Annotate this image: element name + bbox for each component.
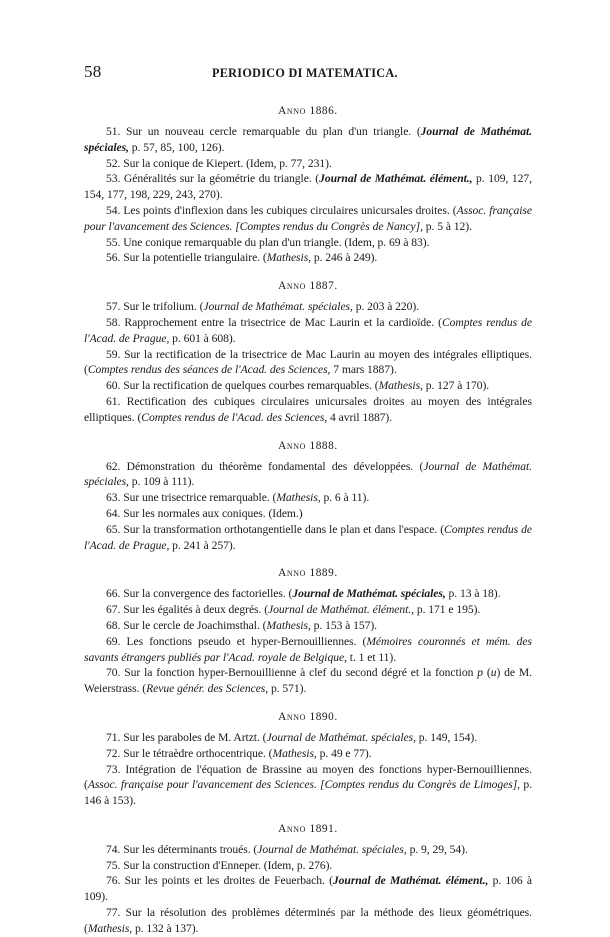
bibliography-entry — [84, 506, 532, 522]
citation-source: Journal de Mathémat. spéciales, — [266, 730, 416, 744]
citation-source: Assoc. française pour l'avancement des Sciences. [Comptes rendus du Congrès de Limoges], — [87, 778, 521, 792]
citation-source: Journal de Mathémat. spéciales, — [203, 300, 353, 314]
citation-source: Comptes rendus de l'Acad. des Sciences, — [141, 410, 328, 424]
bibliography-entry — [84, 746, 532, 762]
bibliography-entry — [84, 203, 532, 235]
citation-source: Revue génér. des Sciences, — [146, 682, 269, 696]
citation-source: Journal de Mathémat. élément., — [268, 603, 414, 617]
year-heading: Anno 1889. — [278, 567, 338, 580]
entry-text: 56. Sur la potentielle triangulaire. ( — [106, 251, 267, 265]
citation-source: Comptes rendus de l'Acad. de Prague, — [84, 522, 532, 552]
entry-text: 58. Rapprochement entre la trisectrice de Mac Laurin et la cardioïde. ( — [106, 315, 442, 329]
entry-text: p. 109, 127, 154, 177, 198, 229, 243, 270). — [84, 172, 533, 202]
bibliography-entry — [84, 602, 532, 618]
entry-text: p. 132 à 137). — [132, 921, 199, 935]
entry-text: 60. Sur la rectification de quelques courbes remarquables. ( — [106, 379, 379, 393]
citation-source: Journal de Mathémat. spéciales, — [84, 125, 532, 154]
entry-text: p. 9, 29, 54). — [406, 842, 468, 856]
bibliography-entry — [84, 842, 532, 858]
entry-text: p. 149, 154). — [415, 730, 478, 744]
entry-text: p. 109 à 111). — [128, 475, 195, 489]
page-number: 58 — [84, 62, 102, 81]
citation-source: u — [490, 666, 497, 680]
bibliography-entry — [84, 858, 532, 874]
entry-text: p. 241 à 257). — [169, 538, 236, 552]
citation-source: Assoc. française pour l'avancement des Sciences. [Comptes rendus du Congrès de Nancy], — [84, 203, 532, 233]
entry-text: p. 153 à 157). — [310, 618, 378, 632]
bibliography-entry — [84, 873, 532, 905]
entry-text: 66. Sur la convergence des factorielles. ( — [106, 587, 293, 601]
entry-text: p. 49 e 77). — [316, 746, 372, 760]
entry-text: 71. Sur les paraboles de M. Artzt. ( — [106, 730, 267, 744]
entry-text: 7 mars 1887). — [330, 363, 397, 377]
citation-source: Comptes rendus de l'Acad. de Prague, — [84, 315, 532, 345]
citation-source: Mathesis, — [87, 921, 133, 935]
entry-text: 61. Rectification des cubiques circulaires unicursales droites au moyen des intégrales elliptiques. ( — [84, 394, 532, 424]
entry-text: 69. Les fonctions pseudo et hyper-Bernouilliennes. ( — [106, 634, 367, 648]
bibliography-list — [84, 105, 532, 937]
entry-text: 64. Sur les normales aux coniques. (Idem.) — [106, 506, 303, 520]
year-heading: Anno 1890. — [278, 710, 338, 723]
entry-text: 67. Sur les égalités à deux degrés. ( — [106, 603, 269, 617]
bibliography-entry — [84, 156, 532, 172]
entry-text: 51. Sur un nouveau cercle remarquable du plan d'un triangle. ( — [106, 125, 421, 138]
bibliography-entry — [84, 762, 532, 809]
citation-source: Mathesis, — [272, 746, 317, 760]
bibliography-entry — [84, 124, 532, 156]
entry-text: 62. Démonstration du théorème fondamental des développées. ( — [106, 459, 424, 473]
bibliography-entry — [84, 299, 532, 315]
bibliography-entry — [84, 905, 532, 937]
entry-text: t. 1 et 11). — [346, 650, 397, 664]
citation-source: Journal de Mathémat. élément., — [332, 874, 489, 888]
running-header — [84, 62, 532, 82]
entry-text: 72. Sur le tétraèdre orthocentrique. ( — [106, 746, 273, 760]
bibliography-entry — [84, 634, 532, 666]
entry-text: 4 avril 1887). — [327, 410, 393, 424]
citation-source: Journal de Mathémat. élément., — [319, 172, 473, 186]
bibliography-entry — [84, 171, 532, 203]
year-heading: Anno 1888. — [278, 439, 338, 452]
citation-source: Journal de Mathémat. spéciales, — [84, 459, 533, 489]
year-heading: Anno 1891. — [278, 822, 338, 835]
citation-source: p — [477, 666, 483, 680]
entry-text: 74. Sur les déterminants troués. ( — [106, 842, 258, 856]
entry-text: p. 5 à 12). — [422, 219, 472, 233]
entry-text: 55. Une conique remarquable du plan d'un triangle. (Idem, p. 69 à 83). — [106, 235, 430, 249]
bibliography-entry — [84, 250, 532, 266]
entry-text: p. 6 à 11). — [320, 491, 370, 505]
entry-text: 53. Généralités sur la géométrie du triangle. ( — [106, 172, 320, 186]
entry-text: p. 203 à 220). — [352, 300, 420, 314]
entry-text: 54. Les points d'inflexion dans les cubiques circulaires unicursales droites. ( — [106, 203, 457, 217]
bibliography-entry — [84, 235, 532, 251]
bibliography-entry — [84, 378, 532, 394]
entry-text: 68. Sur le cercle de Joachimsthal. ( — [106, 618, 267, 632]
entry-text: ( — [482, 666, 491, 680]
entry-text: 59. Sur la rectification de la trisectrice de Mac Laurin au moyen des intégrales elliptiques. ( — [84, 347, 532, 377]
citation-source: Journal de Mathémat. spéciales, — [292, 587, 446, 601]
entry-text: p. 57, 85, 100, 126). — [128, 140, 225, 154]
entry-text: 73. Intégration de l'équation de Brassine au moyen des fonctions hyper-Bernouilliennes. ( — [84, 762, 532, 792]
entry-text: ) de M. Weierstrass. ( — [84, 666, 532, 696]
citation-source: Mathesis, — [266, 251, 311, 265]
bibliography-entry — [84, 459, 532, 491]
bibliography-entry — [84, 522, 532, 554]
year-heading: Anno 1886. — [278, 105, 338, 117]
bibliography-entry — [84, 586, 532, 602]
entry-text: 65. Sur la transformation orthotangentielle dans le plan et dans l'espace. ( — [106, 522, 445, 536]
citation-source: Mathesis, — [276, 491, 321, 505]
bibliography-entry — [84, 490, 532, 506]
entry-text: p. 146 à 153). — [84, 778, 533, 808]
entry-text: p. 601 à 608). — [169, 331, 236, 345]
entry-text: p. 127 à 170). — [422, 379, 490, 393]
bibliography-entry — [84, 665, 532, 697]
bibliography-entry — [84, 315, 532, 347]
entry-text: p. 171 e 195). — [414, 603, 481, 617]
journal-title: PERIODICO DI MATEMATICA. — [212, 66, 398, 80]
bibliography-entry — [84, 618, 532, 634]
citation-source: Journal de Mathémat. spéciales, — [257, 842, 407, 856]
entry-text: p. 571). — [268, 682, 307, 696]
entry-text: 75. Sur la construction d'Enneper. (Idem, p. 276). — [106, 858, 333, 872]
page-content — [84, 62, 532, 937]
year-heading: Anno 1887. — [278, 280, 338, 293]
citation-source: Mathesis, — [378, 379, 423, 393]
citation-source: Comptes rendus des séances de l'Acad. des Sciences, — [87, 363, 331, 377]
entry-text: p. 13 à 18). — [445, 587, 501, 601]
entry-text: p. 246 à 249). — [311, 251, 378, 265]
entry-text: p. 106 à 109). — [84, 874, 533, 904]
bibliography-entry — [84, 347, 532, 379]
entry-text: 77. Sur la résolution des problèmes déterminés par la méthode des lieux géométriques. ( — [84, 906, 532, 935]
citation-source: Mémoires couronnés et mém. des savants étrangers publiés par l'Acad. royale de Belgique, — [84, 634, 532, 664]
bibliography-entry — [84, 394, 532, 426]
citation-source: Mathesis, — [266, 618, 311, 632]
entry-text: 76. Sur les points et les droites de Feuerbach. ( — [106, 874, 333, 888]
entry-text: 63. Sur une trisectrice remarquable. ( — [106, 491, 277, 505]
bibliography-entry — [84, 730, 532, 746]
entry-text: 52. Sur la conique de Kiepert. (Idem, p. 77, 231). — [106, 156, 332, 170]
entry-text: 57. Sur le trifolium. ( — [106, 300, 204, 314]
entry-text: 70. Sur la fonction hyper-Bernouillienne à clef du second dégré et la fonction — [106, 666, 478, 680]
